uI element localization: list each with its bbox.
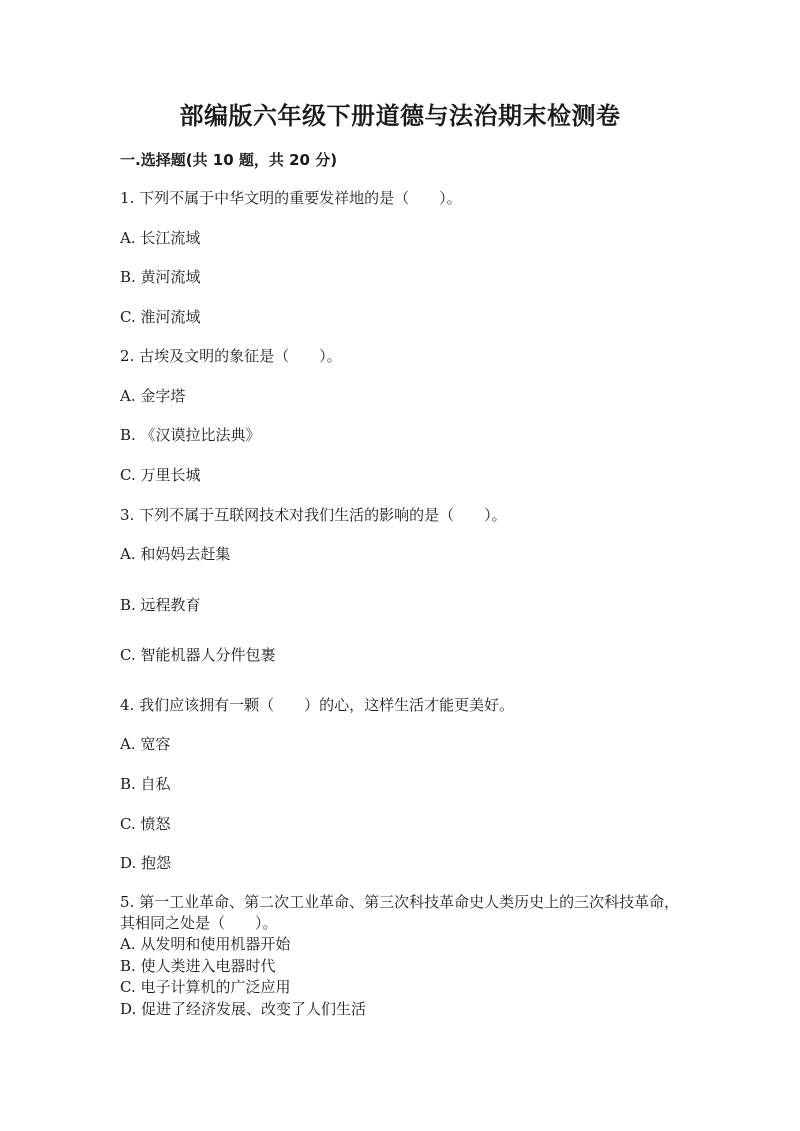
question-4-option-c[interactable]: C. 愤怒 xyxy=(120,815,171,833)
question-5-option-d[interactable]: D. 促进了经济发展、改变了人们生活 xyxy=(120,1000,367,1018)
page-title: 部编版六年级下册道德与法治期末检测卷 xyxy=(179,101,621,130)
section-heading: 一.选择题(共 10 题，共 20 分) xyxy=(120,151,338,169)
question-1-option-a[interactable]: A. 长江流域 xyxy=(120,229,201,247)
question-4-option-d[interactable]: D. 抱怨 xyxy=(120,854,172,872)
question-5-option-c[interactable]: C. 电子计算机的广泛应用 xyxy=(120,978,291,996)
question-2-stem: 2. 古埃及文明的象征是（ ）。 xyxy=(120,347,342,365)
question-5-option-b[interactable]: B. 使人类进入电器时代 xyxy=(120,957,276,975)
question-3-stem: 3. 下列不属于互联网技术对我们生活的影响的是（ ）。 xyxy=(120,506,507,524)
question-2-option-a[interactable]: A. 金字塔 xyxy=(120,387,186,405)
question-1-option-c[interactable]: C. 淮河流域 xyxy=(120,308,201,326)
question-1-stem: 1. 下列不属于中华文明的重要发祥地的是（ ）。 xyxy=(120,189,462,207)
question-1-option-b[interactable]: B. 黄河流域 xyxy=(120,268,201,286)
question-3-option-c[interactable]: C. 智能机器人分件包裹 xyxy=(120,646,276,664)
question-4-option-b[interactable]: B. 自私 xyxy=(120,775,171,793)
question-5-stem: 5. 第一工业革命、第二次工业革命、第三次科技革命史人类历史上的三次科技革命，其相同之处是（ ）。 xyxy=(120,893,680,932)
question-4-stem: 4. 我们应该拥有一颗（ ）的心，这样生活才能更美好。 xyxy=(120,696,515,714)
question-3-option-a[interactable]: A. 和妈妈去赶集 xyxy=(120,545,231,563)
question-3-option-b[interactable]: B. 远程教育 xyxy=(120,596,201,614)
question-4-option-a[interactable]: A. 宽容 xyxy=(120,735,171,753)
question-2-option-b[interactable]: B. 《汉谟拉比法典》 xyxy=(120,426,261,444)
question-2-option-c[interactable]: C. 万里长城 xyxy=(120,466,201,484)
question-5-option-a[interactable]: A. 从发明和使用机器开始 xyxy=(120,935,291,953)
